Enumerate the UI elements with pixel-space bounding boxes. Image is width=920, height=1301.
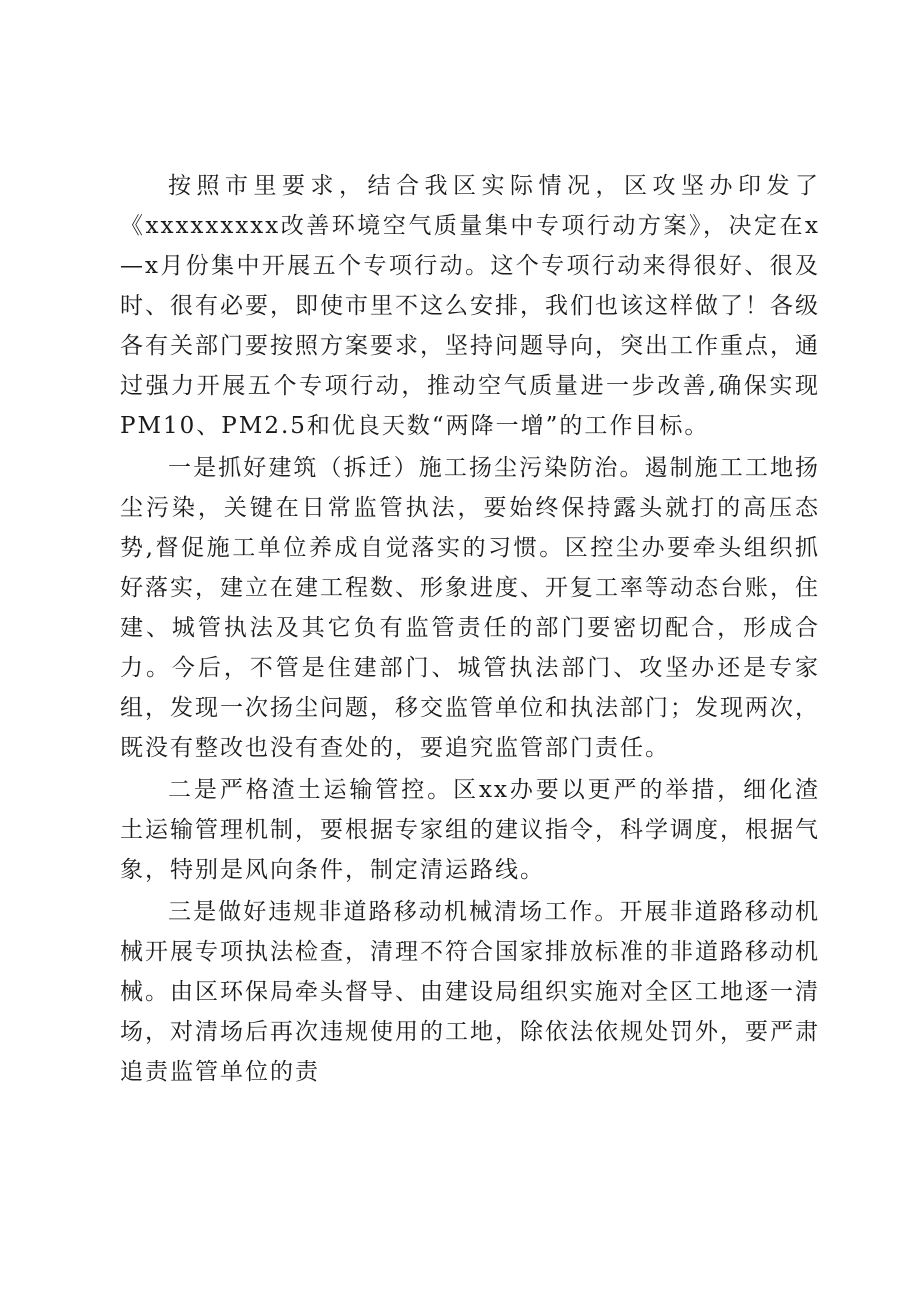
paragraph-intro: 按照市里要求，结合我区实际情况，区攻坚办印发了《xxxxxxxxx改善环境空气质量集中专项行动方案》，决定在x—x月份集中开展五个专项行动。这个专项行动来得很好、很及时、很有必要，即使市里不这么安排，我们也该这样做了！各级各有关部门要按照方案要求，坚持问题导向，突出工作重点，通过强力开展五个专项行动，推动空气质量进一步改善,确保实现PM10、PM2.5和优良天数“两降一增”的工作目标。 [120, 173, 820, 439]
paragraph-item-1: 一是抓好建筑（拆迁）施工扬尘污染防治。遏制施工工地扬尘污染，关键在日常监管执法，要始终保持露头就打的高压态势,督促施工单位养成自觉落实的习惯。区控尘办要牵头组织抓好落实，建立在建工程数、形象进度、开复工率等动态台账，住建、城管执法及其它负有监管责任的部门要密切配合，形成合力。今后，不管是住建部门、城管执法部门、攻坚办还是专家组，发现一次扬尘问题，移交监管单位和执法部门；发现两次，既没有整改也没有查处的，要追究监管部门责任。 [120, 455, 820, 761]
document-body [120, 166, 820, 1094]
paragraph-item-2: 二是严格渣土运输管控。区xx办要以更严的举措，细化渣土运输管理机制，要根据专家组的建议指令，科学调度，根据气象，特别是风向条件，制定清运路线。 [120, 777, 820, 883]
paragraph-item-3: 三是做好违规非道路移动机械清场工作。开展非道路移动机械开展专项执法检查，清理不符合国家排放标准的非道路移动机械。由区环保局牵头督导、由建设局组织实施对全区工地逐一清场，对清场后再次违规使用的工地，除依法依规处罚外，要严肃追责监管单位的责 [120, 899, 820, 1085]
